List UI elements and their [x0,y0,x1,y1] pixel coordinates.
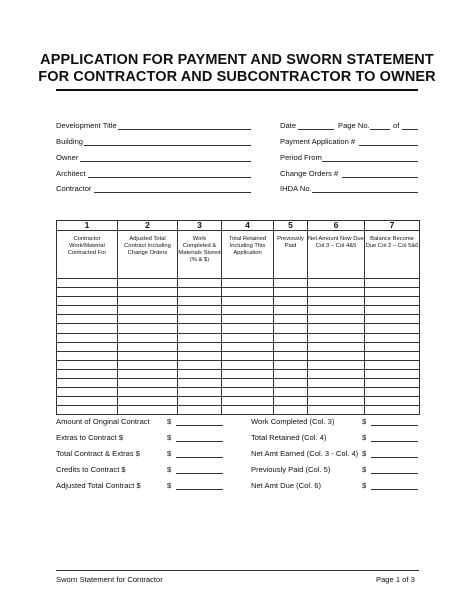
table-cell[interactable] [178,297,222,306]
table-cell[interactable] [365,342,420,351]
ihda-no-label: IHDA No. [280,184,312,193]
table-cell[interactable] [365,406,420,415]
table-cell[interactable] [308,342,365,351]
owner-label: Owner [56,153,79,162]
column-header-adjusted-total: Adjusted Total Contract Including Change Orders [118,231,178,279]
table-cell[interactable] [308,297,365,306]
table-row [57,324,420,333]
table-cell[interactable] [274,324,308,333]
currency-symbol: $ [167,433,172,442]
building-label: Building [56,137,84,146]
table-cell[interactable] [118,379,178,388]
table-cell[interactable] [178,406,222,415]
table-cell[interactable] [118,369,178,378]
table-cell[interactable] [57,297,118,306]
table-cell[interactable] [118,351,178,360]
table-cell[interactable] [274,279,308,288]
table-cell[interactable] [308,288,365,297]
table-cell[interactable] [222,379,274,388]
table-cell[interactable] [178,324,222,333]
column-number-row [57,221,420,231]
summary-label: Previously Paid (Col. 5) [251,465,331,474]
column-header-previously-paid: Previously Paid [274,231,308,279]
title-rule [56,89,418,91]
table-cell[interactable] [222,342,274,351]
table-cell[interactable] [308,306,365,315]
table-row [57,369,420,378]
table-cell[interactable] [178,306,222,315]
period-from-label: Period From [280,153,322,162]
table-cell[interactable] [57,351,118,360]
table-cell[interactable] [222,388,274,397]
table-cell[interactable] [57,306,118,315]
page-total-field[interactable] [402,129,418,130]
table-cell[interactable] [222,297,274,306]
table-row [57,288,420,297]
change-orders-label: Change Orders # [280,169,339,178]
table-cell[interactable] [57,279,118,288]
column-header-contractor: Contractor Work/Material Contracted For [57,231,118,279]
column-number: 2 [118,221,178,231]
table-row [57,388,420,397]
column-number: 3 [178,221,222,231]
table-cell[interactable] [274,333,308,342]
table-cell[interactable] [57,288,118,297]
page-no-label: Page No. [338,121,370,130]
table-row [57,342,420,351]
table-cell[interactable] [57,379,118,388]
table-cell[interactable] [308,388,365,397]
owner-field[interactable] [80,161,251,162]
change-orders-field[interactable] [342,177,418,178]
summary-label: Net Amt Due (Col. 6) [251,481,322,490]
table-cell[interactable] [222,333,274,342]
table-cell[interactable] [222,397,274,406]
summary-label: Total Contract & Extras $ [56,449,140,458]
table-cell[interactable] [118,315,178,324]
table-cell[interactable] [178,315,222,324]
table-cell[interactable] [222,360,274,369]
table-cell[interactable] [57,360,118,369]
table-row [57,397,420,406]
table-cell[interactable] [365,369,420,378]
summary-label: Total Retained (Col. 4) [251,433,327,442]
sworn-statement-table [56,220,420,415]
summary-label: Work Completed (Col. 3) [251,417,335,426]
table-cell[interactable] [308,333,365,342]
table-cell[interactable] [274,369,308,378]
table-cell[interactable] [308,351,365,360]
credits-to-contract-field[interactable] [176,473,223,474]
table-cell[interactable] [57,388,118,397]
table-cell[interactable] [178,279,222,288]
table-cell[interactable] [308,379,365,388]
table-cell[interactable] [118,324,178,333]
total-retained-field[interactable] [371,441,418,442]
table-cell[interactable] [57,315,118,324]
column-header-balance: Balance Become Due Col 2 – Col 5&6 [365,231,420,279]
table-cell[interactable] [178,369,222,378]
column-header-work-completed: Work Completed & Materials Stored (% & $) [178,231,222,279]
extras-to-contract-field[interactable] [176,441,223,442]
table-cell[interactable] [365,315,420,324]
table-cell[interactable] [274,288,308,297]
table-cell[interactable] [118,397,178,406]
summary-label: Adjusted Total Contract $ [56,481,141,490]
table-cell[interactable] [178,360,222,369]
table-cell[interactable] [308,369,365,378]
column-number: 6 [308,221,365,231]
column-number: 4 [222,221,274,231]
table-cell[interactable] [57,397,118,406]
table-cell[interactable] [57,324,118,333]
development-title-label: Development Title [56,121,117,130]
contractor-label: Contractor [56,184,92,193]
table-row [57,379,420,388]
currency-symbol: $ [167,449,172,458]
table-cell[interactable] [308,360,365,369]
table-cell[interactable] [365,306,420,315]
column-number: 1 [57,221,118,231]
table-cell[interactable] [365,279,420,288]
table-cell[interactable] [57,342,118,351]
table-cell[interactable] [365,297,420,306]
table-cell[interactable] [365,388,420,397]
ihda-no-field[interactable] [312,192,418,193]
document-title-line-1: APPLICATION FOR PAYMENT AND SWORN STATEMENT [40,52,434,68]
table-cell[interactable] [365,397,420,406]
table-row [57,297,420,306]
summary-label: Amount of Original Contract [56,417,150,426]
table-cell[interactable] [365,360,420,369]
table-cell[interactable] [222,315,274,324]
net-amount-due-field[interactable] [371,489,418,490]
table-cell[interactable] [178,351,222,360]
column-header-total-retained: Total Retained Including This Application [222,231,274,279]
page-no-field[interactable] [370,129,390,130]
currency-symbol: $ [167,417,172,426]
table-cell[interactable] [274,397,308,406]
table-cell[interactable] [365,288,420,297]
currency-symbol: $ [167,465,172,474]
summary-label: Net Amt Earned (Col. 3 - Col. 4) [251,449,359,458]
table-cell[interactable] [178,388,222,397]
summary-label: Credits to Contract $ [56,465,126,474]
table-row [57,279,420,288]
table-cell[interactable] [365,351,420,360]
table-cell[interactable] [118,406,178,415]
table-row [57,333,420,342]
net-amount-earned-field[interactable] [371,457,418,458]
table-body [57,279,420,415]
column-header-row [57,231,420,279]
of-label: of [393,121,400,130]
column-header-net-amount: Net Amount Now Due Col 3 – Col 4&5 [308,231,365,279]
table-cell[interactable] [118,360,178,369]
table-cell[interactable] [222,369,274,378]
table-cell[interactable] [178,288,222,297]
table-row [57,351,420,360]
table-cell[interactable] [118,279,178,288]
currency-symbol: $ [362,481,367,490]
table-cell[interactable] [57,369,118,378]
document-title-line-2: FOR CONTRACTOR AND SUBCONTRACTOR TO OWNER [38,69,436,85]
currency-symbol: $ [167,481,172,490]
table-row [57,315,420,324]
table-row [57,306,420,315]
table-cell[interactable] [118,288,178,297]
table-cell[interactable] [274,351,308,360]
table-cell[interactable] [365,324,420,333]
table-cell[interactable] [274,388,308,397]
payment-application-field[interactable] [359,145,418,146]
building-field[interactable] [84,145,251,146]
table-cell[interactable] [308,279,365,288]
table-cell[interactable] [274,306,308,315]
footer-title: Sworn Statement for Contractor [56,575,163,584]
summary-label: Extras to Contract $ [56,433,124,442]
currency-symbol: $ [362,417,367,426]
table-cell[interactable] [222,351,274,360]
table-cell[interactable] [308,397,365,406]
column-number: 7 [365,221,420,231]
table-cell[interactable] [57,333,118,342]
payment-application-label: Payment Application # [280,137,356,146]
table-cell[interactable] [178,342,222,351]
architect-field[interactable] [88,177,251,178]
table-cell[interactable] [222,324,274,333]
date-label: Date [280,121,297,130]
contractor-field[interactable] [94,192,251,193]
table-cell[interactable] [308,315,365,324]
table-cell[interactable] [178,333,222,342]
table-cell[interactable] [308,324,365,333]
table-cell[interactable] [118,333,178,342]
table-cell[interactable] [274,342,308,351]
date-field[interactable] [298,129,334,130]
table-cell[interactable] [274,360,308,369]
table-row [57,360,420,369]
currency-symbol: $ [362,433,367,442]
architect-label: Architect [56,169,86,178]
column-number: 5 [274,221,308,231]
table-cell[interactable] [178,379,222,388]
total-contract-extras-field[interactable] [176,457,223,458]
table-cell[interactable] [118,306,178,315]
footer-rule [56,570,419,571]
previously-paid-field[interactable] [371,473,418,474]
table-cell[interactable] [57,406,118,415]
table-cell[interactable] [274,406,308,415]
table-cell[interactable] [178,397,222,406]
table-cell[interactable] [118,388,178,397]
table-cell[interactable] [222,306,274,315]
currency-symbol: $ [362,465,367,474]
currency-symbol: $ [362,449,367,458]
table-cell[interactable] [118,342,178,351]
table-cell[interactable] [274,315,308,324]
period-from-field[interactable] [322,161,418,162]
development-title-field[interactable] [118,129,251,130]
adjusted-total-contract-field[interactable] [176,489,223,490]
amount-original-contract-field[interactable] [176,425,223,426]
table-cell[interactable] [222,406,274,415]
table-cell[interactable] [365,333,420,342]
table-row [57,406,420,415]
table-cell[interactable] [222,288,274,297]
table-cell[interactable] [274,379,308,388]
table-cell[interactable] [274,297,308,306]
table-cell[interactable] [222,279,274,288]
work-completed-field[interactable] [371,425,418,426]
table-cell[interactable] [118,297,178,306]
table-cell[interactable] [365,379,420,388]
footer-page-number: Page 1 of 3 [376,575,415,584]
table-cell[interactable] [308,406,365,415]
